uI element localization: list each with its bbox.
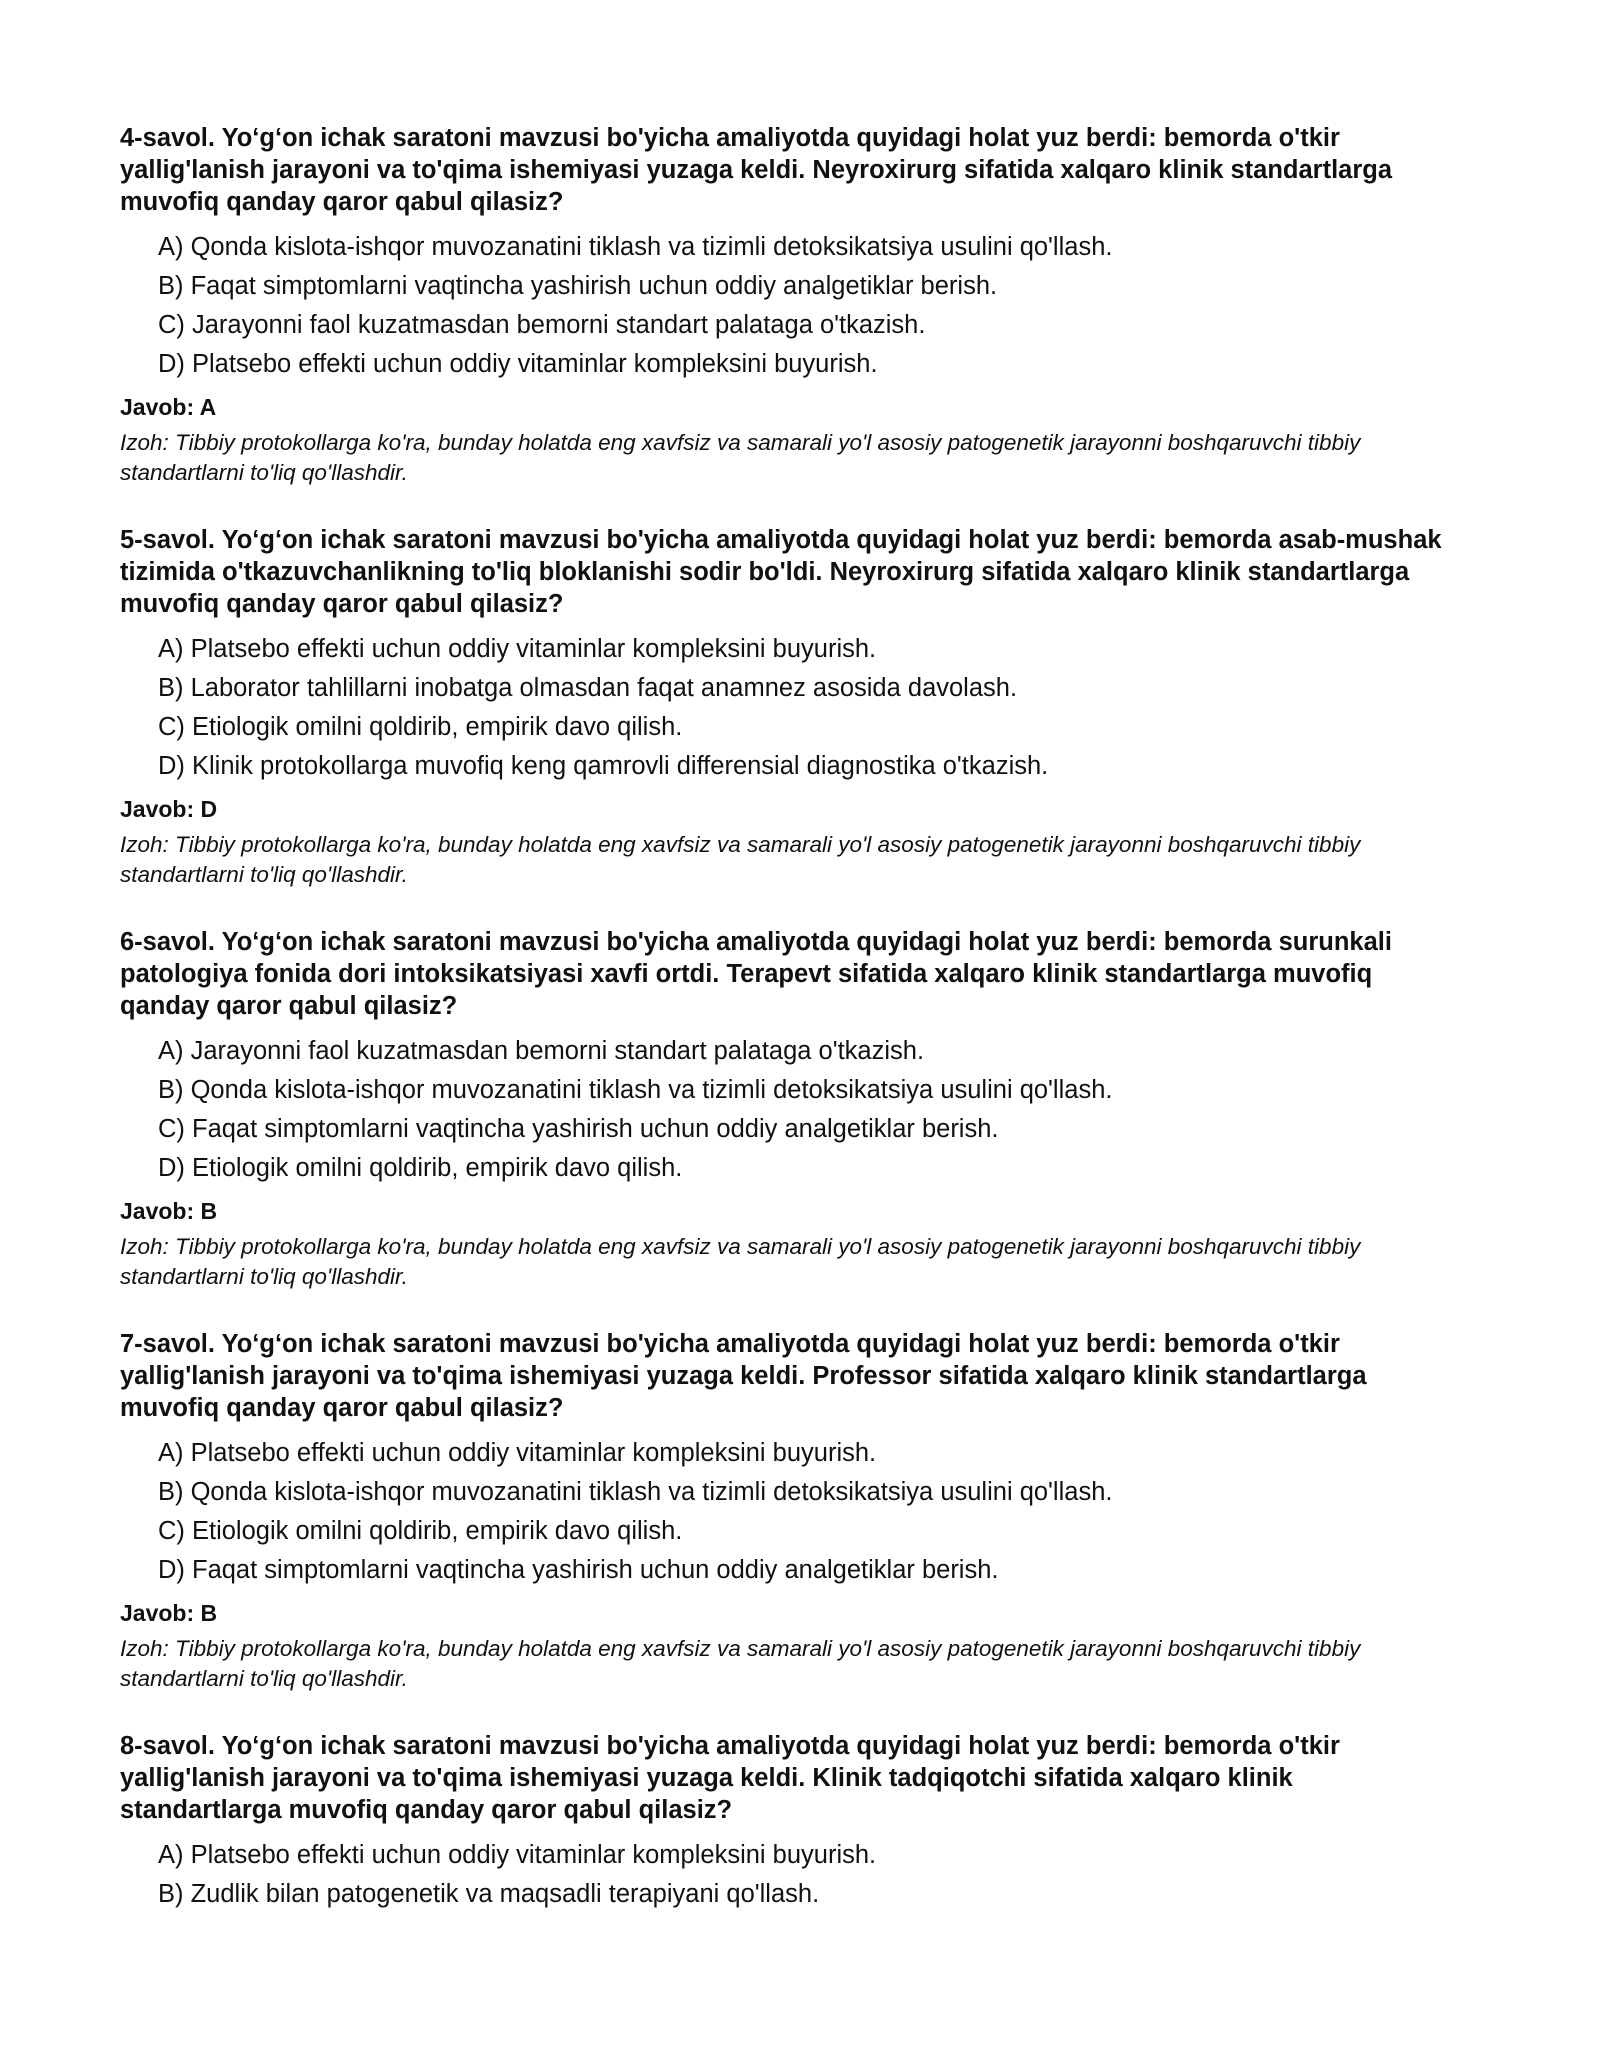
question-title: 6-savol. Yo‘g‘on ichak saratoni mavzusi bo'yicha amaliyotda quyidagi holat yuz berdi: bemorda surunkali patologiya fonida dori intoksikatsiyasi xavfi ortdi. Terapevt sifatida xalqaro klinik standartlarga muvofiq qanday qaror qabul qilasiz?: [120, 928, 1392, 1020]
question-title: 7-savol. Yo‘g‘on ichak saratoni mavzusi bo'yicha amaliyotda quyidagi holat yuz berdi: bemorda o'tkir yallig'lanish jarayoni va to'qima ishemiyasi yuzaga keldi. Professor sifatida xalqaro klinik standartlarga muvofiq qanday qaror qabul qilasiz?: [120, 1330, 1367, 1422]
explanation-text: Izoh: Tibbiy protokollarga ko'ra, bunday holatda eng xavfsiz va samarali yo'l asosiy patogenetik jarayonni boshqaruvchi tibbiy standartlarni to'liq qo'llashdir.: [120, 1234, 1361, 1289]
question-title: 5-savol. Yo‘g‘on ichak saratoni mavzusi bo'yicha amaliyotda quyidagi holat yuz berdi: bemorda asab-mushak tizimida o'tkazuvchanlikning to'liq bloklanishi sodir bo'ldi. Neyroxirurg sifatida xalqaro klinik standartlarga muvofiq qanday qaror qabul qilasiz?: [120, 526, 1442, 618]
option-list: [120, 228, 1450, 384]
option-list: [120, 1032, 1450, 1188]
option-list: [120, 1836, 1450, 1914]
explanation-text: Izoh: Tibbiy protokollarga ko'ra, bunday holatda eng xavfsiz va samarali yo'l asosiy patogenetik jarayonni boshqaruvchi tibbiy standartlarni to'liq qo'llashdir.: [120, 430, 1361, 485]
option-d: D) Platsebo effekti uchun oddiy vitaminlar kompleksini buyurish.: [158, 350, 878, 378]
option-d: D) Klinik protokollarga muvofiq keng qamrovli differensial diagnostika o'tkazish.: [158, 752, 1049, 780]
explanation-text: Izoh: Tibbiy protokollarga ko'ra, bunday holatda eng xavfsiz va samarali yo'l asosiy patogenetik jarayonni boshqaruvchi tibbiy standartlarni to'liq qo'llashdir.: [120, 1636, 1361, 1691]
document-page: [120, 122, 1450, 1950]
question-title: 8-savol. Yo‘g‘on ichak saratoni mavzusi bo'yicha amaliyotda quyidagi holat yuz berdi: bemorda o'tkir yallig'lanish jarayoni va to'qima ishemiyasi yuzaga keldi. Klinik tadqiqotchi sifatida xalqaro klinik standartlarga muvofiq qanday qaror qabul qilasiz?: [120, 1732, 1340, 1824]
question-4: [120, 122, 1450, 488]
question-5: [120, 524, 1450, 890]
option-b: B) Qonda kislota-ishqor muvozanatini tiklash va tizimli detoksikatsiya usulini qo'llash.: [158, 1076, 1113, 1104]
question-6: [120, 926, 1450, 1292]
option-c: C) Jarayonni faol kuzatmasdan bemorni standart palataga o'tkazish.: [158, 311, 926, 339]
option-c: C) Faqat simptomlarni vaqtincha yashirish uchun oddiy analgetiklar berish.: [158, 1115, 999, 1143]
question-8: [120, 1730, 1450, 1914]
option-b: B) Laborator tahlillarni inobatga olmasdan faqat anamnez asosida davolash.: [158, 674, 1018, 702]
option-b: B) Zudlik bilan patogenetik va maqsadli terapiyani qo'llash.: [158, 1880, 820, 1908]
question-title: 4-savol. Yo‘g‘on ichak saratoni mavzusi bo'yicha amaliyotda quyidagi holat yuz berdi: bemorda o'tkir yallig'lanish jarayoni va to'qima ishemiyasi yuzaga keldi. Neyroxirurg sifatida xalqaro klinik standartlarga muvofiq qanday qaror qabul qilasiz?: [120, 124, 1393, 216]
option-c: C) Etiologik omilni qoldirib, empirik davo qilish.: [158, 713, 683, 741]
answer-label: Javob: D: [120, 796, 218, 822]
answer-label: Javob: A: [120, 394, 217, 420]
question-7: [120, 1328, 1450, 1694]
option-d: D) Etiologik omilni qoldirib, empirik davo qilish.: [158, 1154, 683, 1182]
option-a: A) Qonda kislota-ishqor muvozanatini tiklash va tizimli detoksikatsiya usulini qo'llash.: [158, 233, 1113, 261]
answer-label: Javob: B: [120, 1198, 218, 1224]
option-a: A) Platsebo effekti uchun oddiy vitaminlar kompleksini buyurish.: [158, 1841, 877, 1869]
answer-label: Javob: B: [120, 1600, 218, 1626]
option-list: [120, 630, 1450, 786]
option-list: [120, 1434, 1450, 1590]
option-a: A) Platsebo effekti uchun oddiy vitaminlar kompleksini buyurish.: [158, 635, 877, 663]
option-a: A) Platsebo effekti uchun oddiy vitaminlar kompleksini buyurish.: [158, 1439, 877, 1467]
option-d: D) Faqat simptomlarni vaqtincha yashirish uchun oddiy analgetiklar berish.: [158, 1556, 999, 1584]
option-a: A) Jarayonni faol kuzatmasdan bemorni standart palataga o'tkazish.: [158, 1037, 925, 1065]
explanation-text: Izoh: Tibbiy protokollarga ko'ra, bunday holatda eng xavfsiz va samarali yo'l asosiy patogenetik jarayonni boshqaruvchi tibbiy standartlarni to'liq qo'llashdir.: [120, 832, 1361, 887]
option-c: C) Etiologik omilni qoldirib, empirik davo qilish.: [158, 1517, 683, 1545]
option-b: B) Faqat simptomlarni vaqtincha yashirish uchun oddiy analgetiklar berish.: [158, 272, 998, 300]
option-b: B) Qonda kislota-ishqor muvozanatini tiklash va tizimli detoksikatsiya usulini qo'llash.: [158, 1478, 1113, 1506]
